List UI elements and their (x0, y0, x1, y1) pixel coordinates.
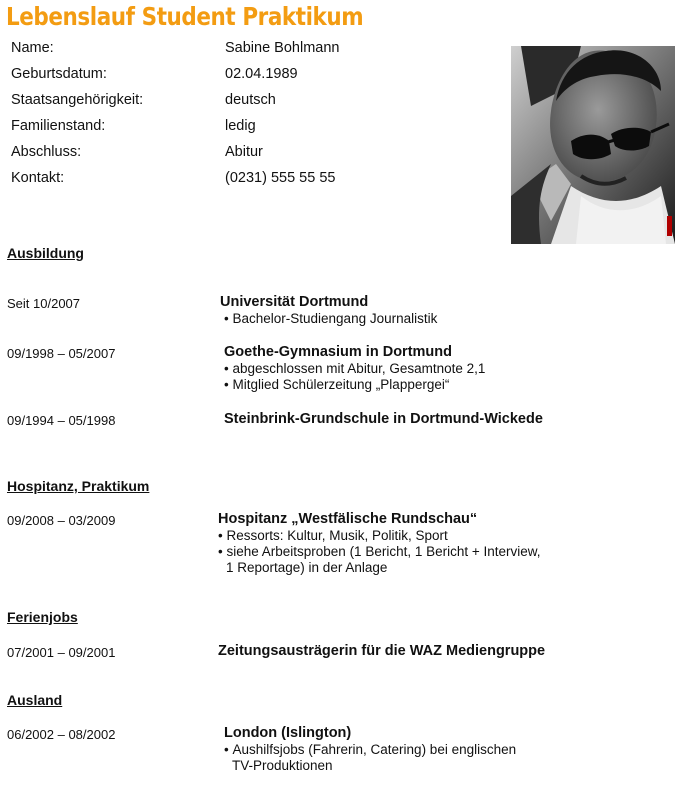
personal-label: Kontakt: (11, 170, 65, 186)
document-title: Lebenslauf Student Praktikum (6, 2, 364, 31)
personal-label: Familienstand: (11, 118, 106, 134)
entry-date: Seit 10/2007 (7, 296, 81, 311)
entry-date: 09/1994 – 05/1998 (7, 413, 116, 428)
entry-date: 07/2001 – 09/2001 (7, 645, 116, 660)
entry-title: Hospitanz „Westfälische Rundschau“ (218, 511, 478, 527)
section-heading-ausbildung: Ausbildung (7, 245, 84, 261)
personal-label: Staatsangehörigkeit: (11, 92, 144, 108)
entry-date: 09/2008 – 03/2009 (7, 513, 116, 528)
section-heading-hospitanz: Hospitanz, Praktikum (7, 478, 150, 494)
entry-date: 09/1998 – 05/2007 (7, 346, 116, 361)
personal-value: (0231) 555 55 55 (225, 170, 336, 186)
entry-bullets (224, 311, 437, 327)
section-heading-ferienjobs: Ferienjobs (7, 609, 78, 625)
entry-bullets (224, 742, 516, 774)
entry-title: Steinbrink-Grundschule in Dortmund-Wickede (224, 411, 543, 427)
profile-photo (511, 46, 675, 244)
entry-title: Universität Dortmund (220, 294, 369, 310)
entry-title: London (Islington) (224, 725, 352, 741)
entry-bullet: • siehe Arbeitsproben (1 Bericht, 1 Bericht + Interview, (218, 544, 541, 560)
entry-bullet: • Mitglied Schülerzeitung „Plappergei“ (224, 377, 485, 393)
entry-title: Zeitungsausträgerin für die WAZ Mediengruppe (218, 643, 546, 659)
entry-bullet: • Aushilfsjobs (Fahrerin, Catering) bei englischen (224, 742, 516, 758)
entry-bullet-continuation: 1 Reportage) in der Anlage (226, 560, 388, 575)
profile-photo-illustration (511, 46, 675, 244)
personal-label: Name: (11, 40, 54, 56)
personal-value: Abitur (225, 144, 263, 160)
personal-value: 02.04.1989 (225, 66, 298, 82)
entry-title: Goethe-Gymnasium in Dortmund (224, 344, 452, 360)
entry-bullets (224, 361, 485, 393)
personal-value: ledig (225, 118, 256, 134)
entry-date: 06/2002 – 08/2002 (7, 727, 116, 742)
personal-label: Abschluss: (11, 144, 82, 160)
personal-value: deutsch (225, 92, 276, 108)
entry-bullet: • Bachelor-Studiengang Journalistik (224, 311, 437, 327)
section-heading-ausland: Ausland (7, 692, 63, 708)
personal-value: Sabine Bohlmann (225, 40, 340, 56)
entry-bullets (218, 528, 541, 576)
entry-bullet-continuation: TV-Produktionen (232, 758, 333, 773)
personal-label: Geburtsdatum: (11, 66, 107, 82)
entry-bullet: • Ressorts: Kultur, Musik, Politik, Sport (218, 528, 541, 544)
entry-bullet: • abgeschlossen mit Abitur, Gesamtnote 2,1 (224, 361, 485, 377)
